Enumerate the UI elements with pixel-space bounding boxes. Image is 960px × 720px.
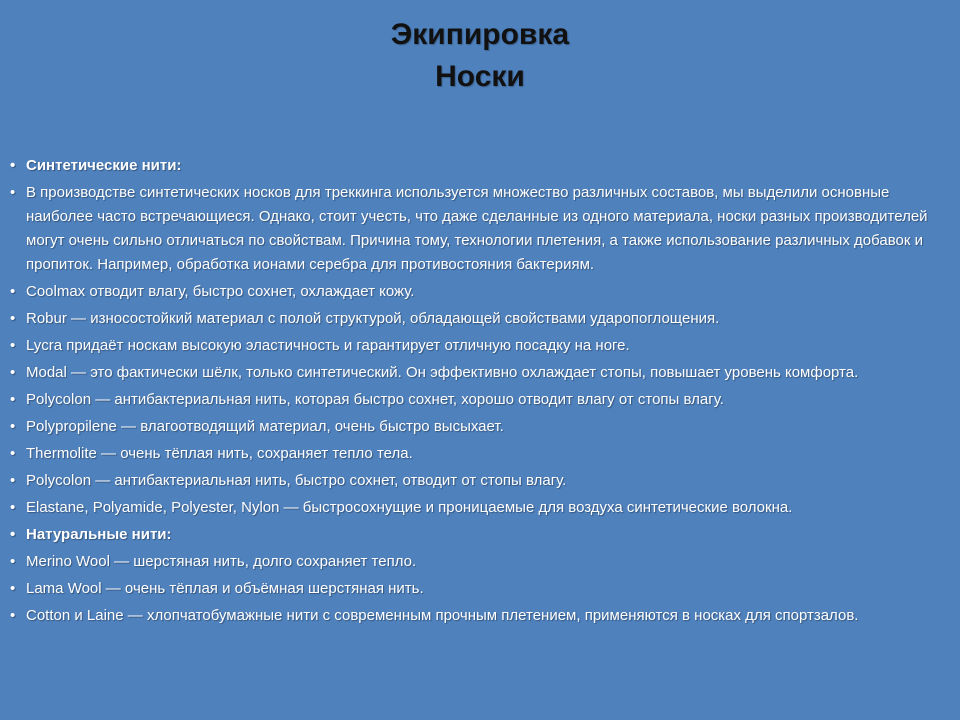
bullet-icon: • [10, 310, 16, 327]
bullet-item [10, 280, 945, 304]
bullet-text: Lama Wool — очень тёплая и объёмная шерстяная нить. [26, 580, 424, 597]
bullet-icon: • [10, 418, 16, 435]
bullet-icon: • [10, 553, 16, 570]
bullet-item [10, 442, 945, 466]
bullet-icon: • [10, 526, 16, 543]
bullet-item [10, 415, 945, 439]
bullet-text: Lycra придаёт носкам высокую эластичность и гарантирует отличную посадку на ноге. [26, 337, 630, 354]
bullet-text: Polycolon — антибактериальная нить, которая быстро сохнет, хорошо отводит влагу от стопы влагу. [26, 391, 724, 408]
bullet-item [10, 496, 945, 520]
bullet-item [10, 307, 945, 331]
bullet-item [10, 550, 945, 574]
bullet-icon: • [10, 607, 16, 624]
bullet-item [10, 388, 945, 412]
bullet-item [10, 154, 945, 178]
bullet-item [10, 604, 945, 628]
bullet-text: Robur — износостойкий материал с полой структурой, обладающей свойствами удaропоглощения. [26, 310, 720, 327]
bullet-text: Cotton и Laine — хлопчатобумажные нити с современным прочным плетением, применяются в носках для спортзалов. [26, 607, 859, 624]
bullet-text: Натуральные нити: [26, 526, 172, 543]
bullet-icon: • [10, 499, 16, 516]
bullet-text: Синтетические нити: [26, 157, 182, 174]
bullet-icon: • [10, 472, 16, 489]
bullet-item [10, 469, 945, 493]
slide-title-line-1: Экипировка [390, 18, 570, 51]
bullet-text: Modal — это фактически шёлк, только синтетический. Он эффективно охлаждает стопы, повышает уровень комфорта. [26, 364, 859, 381]
bullet-icon: • [10, 283, 16, 300]
bullet-text: Polycolon — антибактериальная нить, быстро сохнет, отводит от стопы влагу. [26, 472, 567, 489]
bullet-item [10, 181, 945, 277]
bullet-text: Elastane, Polyamide, Polyester, Nylon — быстросохнущие и проницаемые для воздуха синтетические волокна. [26, 499, 793, 516]
bullet-icon: • [10, 157, 16, 174]
bullet-item [10, 361, 945, 385]
bullet-icon: • [10, 184, 16, 201]
bullet-icon: • [10, 337, 16, 354]
bullet-text: Thermolite — очень тёплая нить, сохраняет тепло тела. [26, 445, 413, 462]
bullet-item [10, 334, 945, 358]
bullet-icon: • [10, 364, 16, 381]
bullet-text: Polypropilene — влагоотводящий материал, очень быстро высыхает. [26, 418, 504, 435]
bullet-icon: • [10, 580, 16, 597]
bullet-item [10, 577, 945, 601]
bullet-icon: • [10, 391, 16, 408]
bullet-text: Merino Wool — шерстяная нить, долго сохраняет тепло. [26, 553, 417, 570]
bullet-icon: • [10, 445, 16, 462]
slide-title [0, 14, 960, 98]
bullet-text: Coolmax отводит влагу, быстро сохнет, охлаждает кожу. [26, 283, 415, 300]
bullet-item [10, 523, 945, 547]
bullet-text: В производстве синтетических носков для треккинга используется множество различных составов, мы выделили основные наиболее часто встречающиеся. Однако, стоит учесть, что даже сделанные из одного материала, носки разных производителей могут очень сильно отличаться по свойствам. Причина тому, технологии плетения, а также использование различных добавок и пропиток. Например, обработка ионами серебра для противостояния бактериям. [26, 184, 928, 273]
slide-title-line-2: Носки [435, 60, 525, 93]
bullet-list [10, 154, 945, 631]
